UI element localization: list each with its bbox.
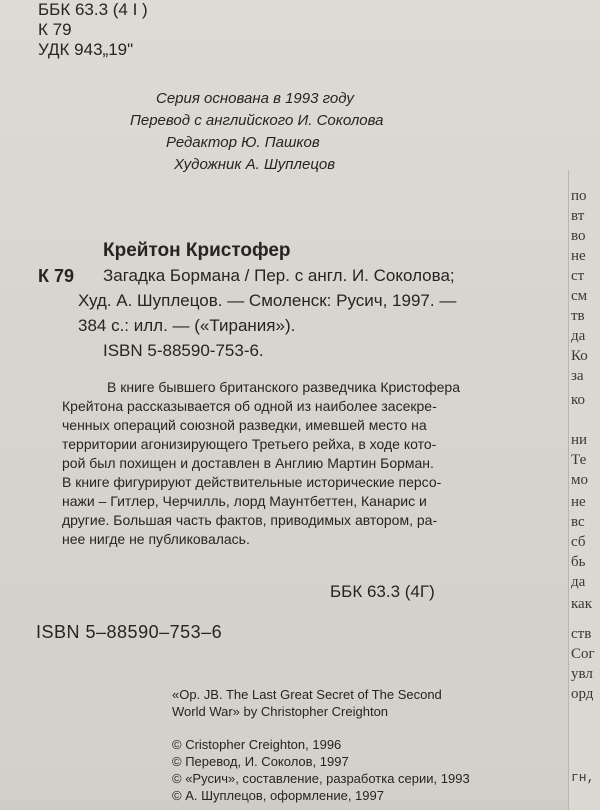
adjacent-page-text: вт <box>571 208 585 224</box>
abstract-line: нее нигде не публиковалась. <box>62 531 250 547</box>
book-abstract <box>62 378 502 549</box>
adjacent-page-text: вс <box>571 514 585 530</box>
adjacent-page-text: за <box>571 368 584 384</box>
adjacent-page-text: ств <box>571 626 592 642</box>
adjacent-page-text: орд <box>571 686 594 702</box>
original-title-line: World War» by Christopher Creighton <box>172 704 389 719</box>
adjacent-page-text: см <box>571 288 588 304</box>
catalog-line: Загадка Бормана / Пер. с англ. И. Соколова; <box>103 266 455 285</box>
catalog-line: 384 с.: илл. — («Тирания»). <box>78 316 296 335</box>
adjacent-page-text: во <box>571 228 586 244</box>
adjacent-page-text: да <box>571 574 586 590</box>
adjacent-page-text: сб <box>571 534 586 550</box>
adjacent-page-text: Те <box>571 452 587 468</box>
adjacent-page-text: Ко <box>571 348 588 364</box>
original-title-line: «Op. JB. The Last Great Secret of The Second <box>172 687 442 702</box>
adjacent-page-text: ст <box>571 268 585 284</box>
adjacent-page-text: да <box>571 328 586 344</box>
abstract-line: нажи – Гитлер, Черчилль, лорд Маунтбеттен, Канарис и <box>62 493 427 509</box>
abstract-line: В книге фигурируют действительные исторические персо- <box>62 474 442 490</box>
editor-credit: Редактор Ю. Пашков <box>166 134 320 151</box>
copyright-line: © А. Шуплецов, оформление, 1997 <box>172 788 384 803</box>
adjacent-page-text: увл <box>571 666 593 682</box>
copyright-block <box>172 686 502 804</box>
abstract-line: Крейтона рассказывается об одной из наиболее засекре- <box>62 398 437 414</box>
adjacent-page-text: мо <box>571 472 588 488</box>
adjacent-page-text: как <box>571 596 593 612</box>
adjacent-page-text: не <box>571 494 586 510</box>
bbk-code-bottom: ББК 63.3 (4Г) <box>330 582 435 601</box>
catalog-author: Крейтон Кристофер <box>103 240 291 261</box>
adjacent-page-text: ко <box>571 392 586 408</box>
bbk-code: ББК 63.3 (4 I ) <box>38 0 148 19</box>
catalog-line: Худ. А. Шуплецов. — Смоленск: Русич, 1997. — <box>78 291 457 310</box>
catalog-entry <box>78 263 528 363</box>
abstract-line: ченных операций союзной разведки, имевшей место на <box>62 417 427 433</box>
catalog-isbn: ISBN 5-88590-753-6. <box>103 341 264 360</box>
adjacent-page-text: тв <box>571 308 585 324</box>
adjacent-page-text: по <box>571 188 587 204</box>
isbn-bottom: ISBN 5–88590–753–6 <box>36 622 223 642</box>
adjacent-page-text: бь <box>571 554 586 570</box>
artist-credit: Художник А. Шуплецов <box>174 156 336 173</box>
adjacent-page-text: ни <box>571 432 588 448</box>
copyright-line: © Перевод, И. Соколов, 1997 <box>172 754 349 769</box>
copyright-line: © «Русич», составление, разработка серии, 1993 <box>172 771 470 786</box>
adjacent-page-text: не <box>571 248 586 264</box>
abstract-line: другие. Большая часть фактов, приводимых автором, ра- <box>62 512 438 528</box>
classification-block <box>38 0 148 60</box>
series-note: Серия основана в 1993 году <box>156 90 354 107</box>
abstract-line: В книге бывшего британского разведчика Кристофера <box>107 379 460 395</box>
abstract-line: рой был похищен и доставлен в Англию Мартин Борман. <box>62 455 434 471</box>
abstract-line: территории агонизирующего Третьего рейха, в ходе кото- <box>62 436 437 452</box>
copyright-line: © Cristopher Creighton, 1996 <box>172 737 342 752</box>
catalog-cutter: К 79 <box>38 266 75 286</box>
cutter-code: К 79 <box>38 20 72 39</box>
translator-credit: Перевод с английского И. Соколова <box>130 112 384 129</box>
adjacent-page-text: гн, <box>571 770 595 785</box>
adjacent-page <box>568 170 600 810</box>
adjacent-page-text: Сог <box>571 646 595 662</box>
udk-code: УДК 943„19" <box>38 40 134 59</box>
